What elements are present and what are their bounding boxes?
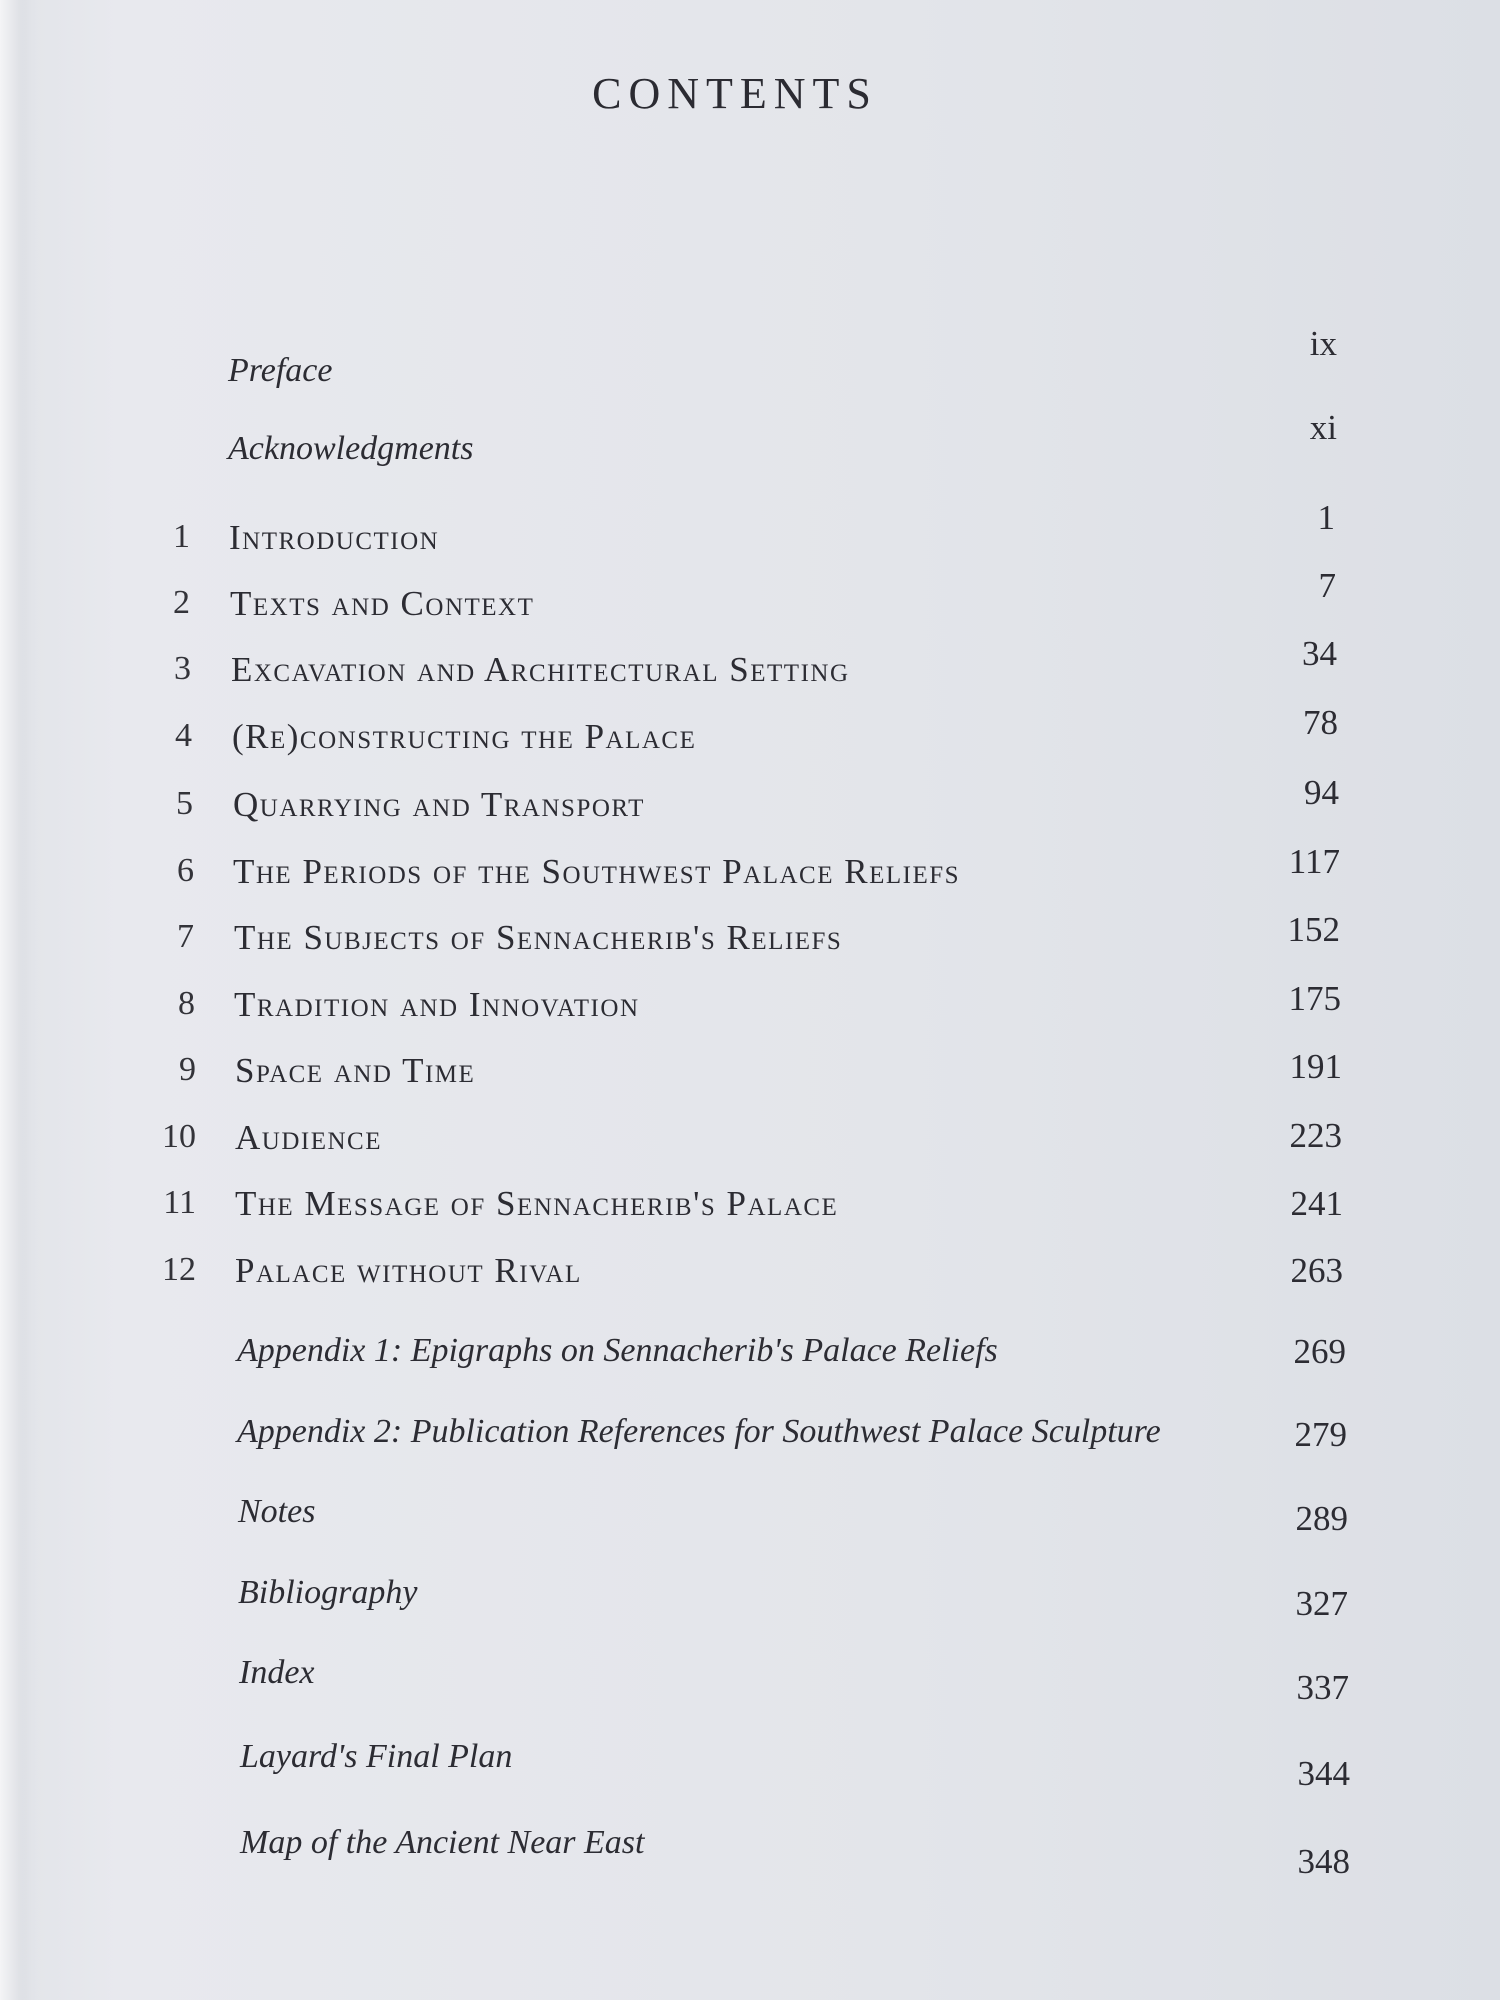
entry-number: 4 (175, 717, 192, 754)
entry-page: 78 (1303, 703, 1338, 742)
entry-page: 289 (1295, 1499, 1348, 1538)
entry-number: 8 (178, 985, 195, 1022)
entry-title: (Re)constructing the Palace (232, 717, 697, 756)
entry-title: The Periods of the Southwest Palace Reliefs (233, 852, 961, 891)
entry-title: Index (239, 1654, 315, 1691)
toc-entry-appendix-1 (0, 1332, 1500, 1392)
entry-title: Notes (238, 1493, 316, 1530)
entry-title: The Message of Sennacherib's Palace (235, 1184, 839, 1223)
toc-entry-map (0, 1824, 1500, 1884)
entry-page: 279 (1294, 1415, 1347, 1454)
entry-page: xi (1309, 408, 1337, 447)
entry-title: Acknowledgments (228, 430, 474, 467)
toc-entry-bibliography (0, 1574, 1500, 1634)
entry-title: Preface (228, 352, 333, 389)
entry-title: Space and Time (235, 1051, 476, 1090)
toc-entry-chapter-10 (0, 1118, 1500, 1178)
entry-number: 12 (162, 1251, 196, 1288)
entry-number: 3 (174, 650, 191, 687)
toc-entry-chapter-12 (0, 1251, 1500, 1311)
toc-entry-chapter-9 (0, 1047, 1500, 1111)
entry-page: 191 (1289, 1047, 1342, 1086)
entry-number: 5 (176, 785, 193, 822)
entry-page: 337 (1296, 1668, 1349, 1707)
entry-title: Layard's Final Plan (240, 1738, 513, 1775)
toc-entry-index (0, 1654, 1500, 1714)
entry-number: 9 (179, 1051, 196, 1088)
entry-page: 117 (1288, 842, 1340, 881)
toc-entry-chapter-8 (0, 979, 1500, 1045)
toc-entry-chapter-3 (0, 634, 1500, 710)
entry-title: Texts and Context (230, 584, 535, 623)
toc-entry-chapter-11 (0, 1184, 1500, 1244)
entry-page: 175 (1288, 979, 1341, 1018)
entry-title: Bibliography (238, 1574, 418, 1611)
entry-page: 344 (1297, 1754, 1350, 1793)
entry-title: Audience (235, 1118, 382, 1157)
entry-title: The Subjects of Sennacherib's Reliefs (234, 918, 843, 957)
entry-title: Palace without Rival (235, 1251, 582, 1290)
entry-number: 1 (173, 518, 190, 555)
toc-entry-notes (0, 1493, 1500, 1553)
entry-page: ix (1309, 324, 1337, 363)
entry-title: Appendix 1: Epigraphs on Sennacherib's Palace Reliefs (237, 1332, 998, 1369)
entry-page: 34 (1302, 634, 1337, 673)
entry-title: Quarrying and Transport (233, 785, 645, 824)
toc-entry-final-plan (0, 1738, 1500, 1798)
entry-page: 263 (1290, 1251, 1343, 1290)
toc-entry-chapter-6 (0, 842, 1500, 912)
entry-page: 1 (1317, 498, 1335, 537)
entry-number: 11 (163, 1184, 196, 1221)
toc-entry-chapter-4 (0, 703, 1500, 777)
entry-number: 10 (162, 1118, 196, 1155)
entry-page: 327 (1295, 1584, 1348, 1623)
entry-page: 7 (1318, 566, 1336, 605)
entry-page: 348 (1297, 1842, 1350, 1881)
toc-entry-preface (0, 324, 1500, 412)
entry-title: Map of the Ancient Near East (240, 1824, 645, 1861)
entry-page: 152 (1287, 910, 1340, 949)
contents-heading: CONTENTS (592, 69, 878, 118)
entry-number: 6 (177, 852, 194, 889)
entry-title: Appendix 2: Publication References for Southwest Palace Sculpture (237, 1413, 1161, 1450)
toc-entry-acknowledgments (0, 408, 1500, 490)
entry-number: 2 (173, 584, 190, 621)
entry-page: 269 (1293, 1332, 1346, 1371)
entry-page: 94 (1304, 773, 1339, 812)
toc-entry-chapter-7 (0, 910, 1500, 978)
entry-title: Tradition and Innovation (234, 985, 640, 1024)
entry-number: 7 (177, 918, 194, 955)
toc-entry-appendix-2 (0, 1413, 1500, 1473)
toc-entry-chapter-5 (0, 773, 1500, 845)
entry-title: Introduction (229, 518, 440, 557)
entry-page: 241 (1290, 1184, 1343, 1223)
entry-page: 223 (1289, 1116, 1342, 1155)
entry-title: Excavation and Architectural Setting (231, 650, 850, 689)
